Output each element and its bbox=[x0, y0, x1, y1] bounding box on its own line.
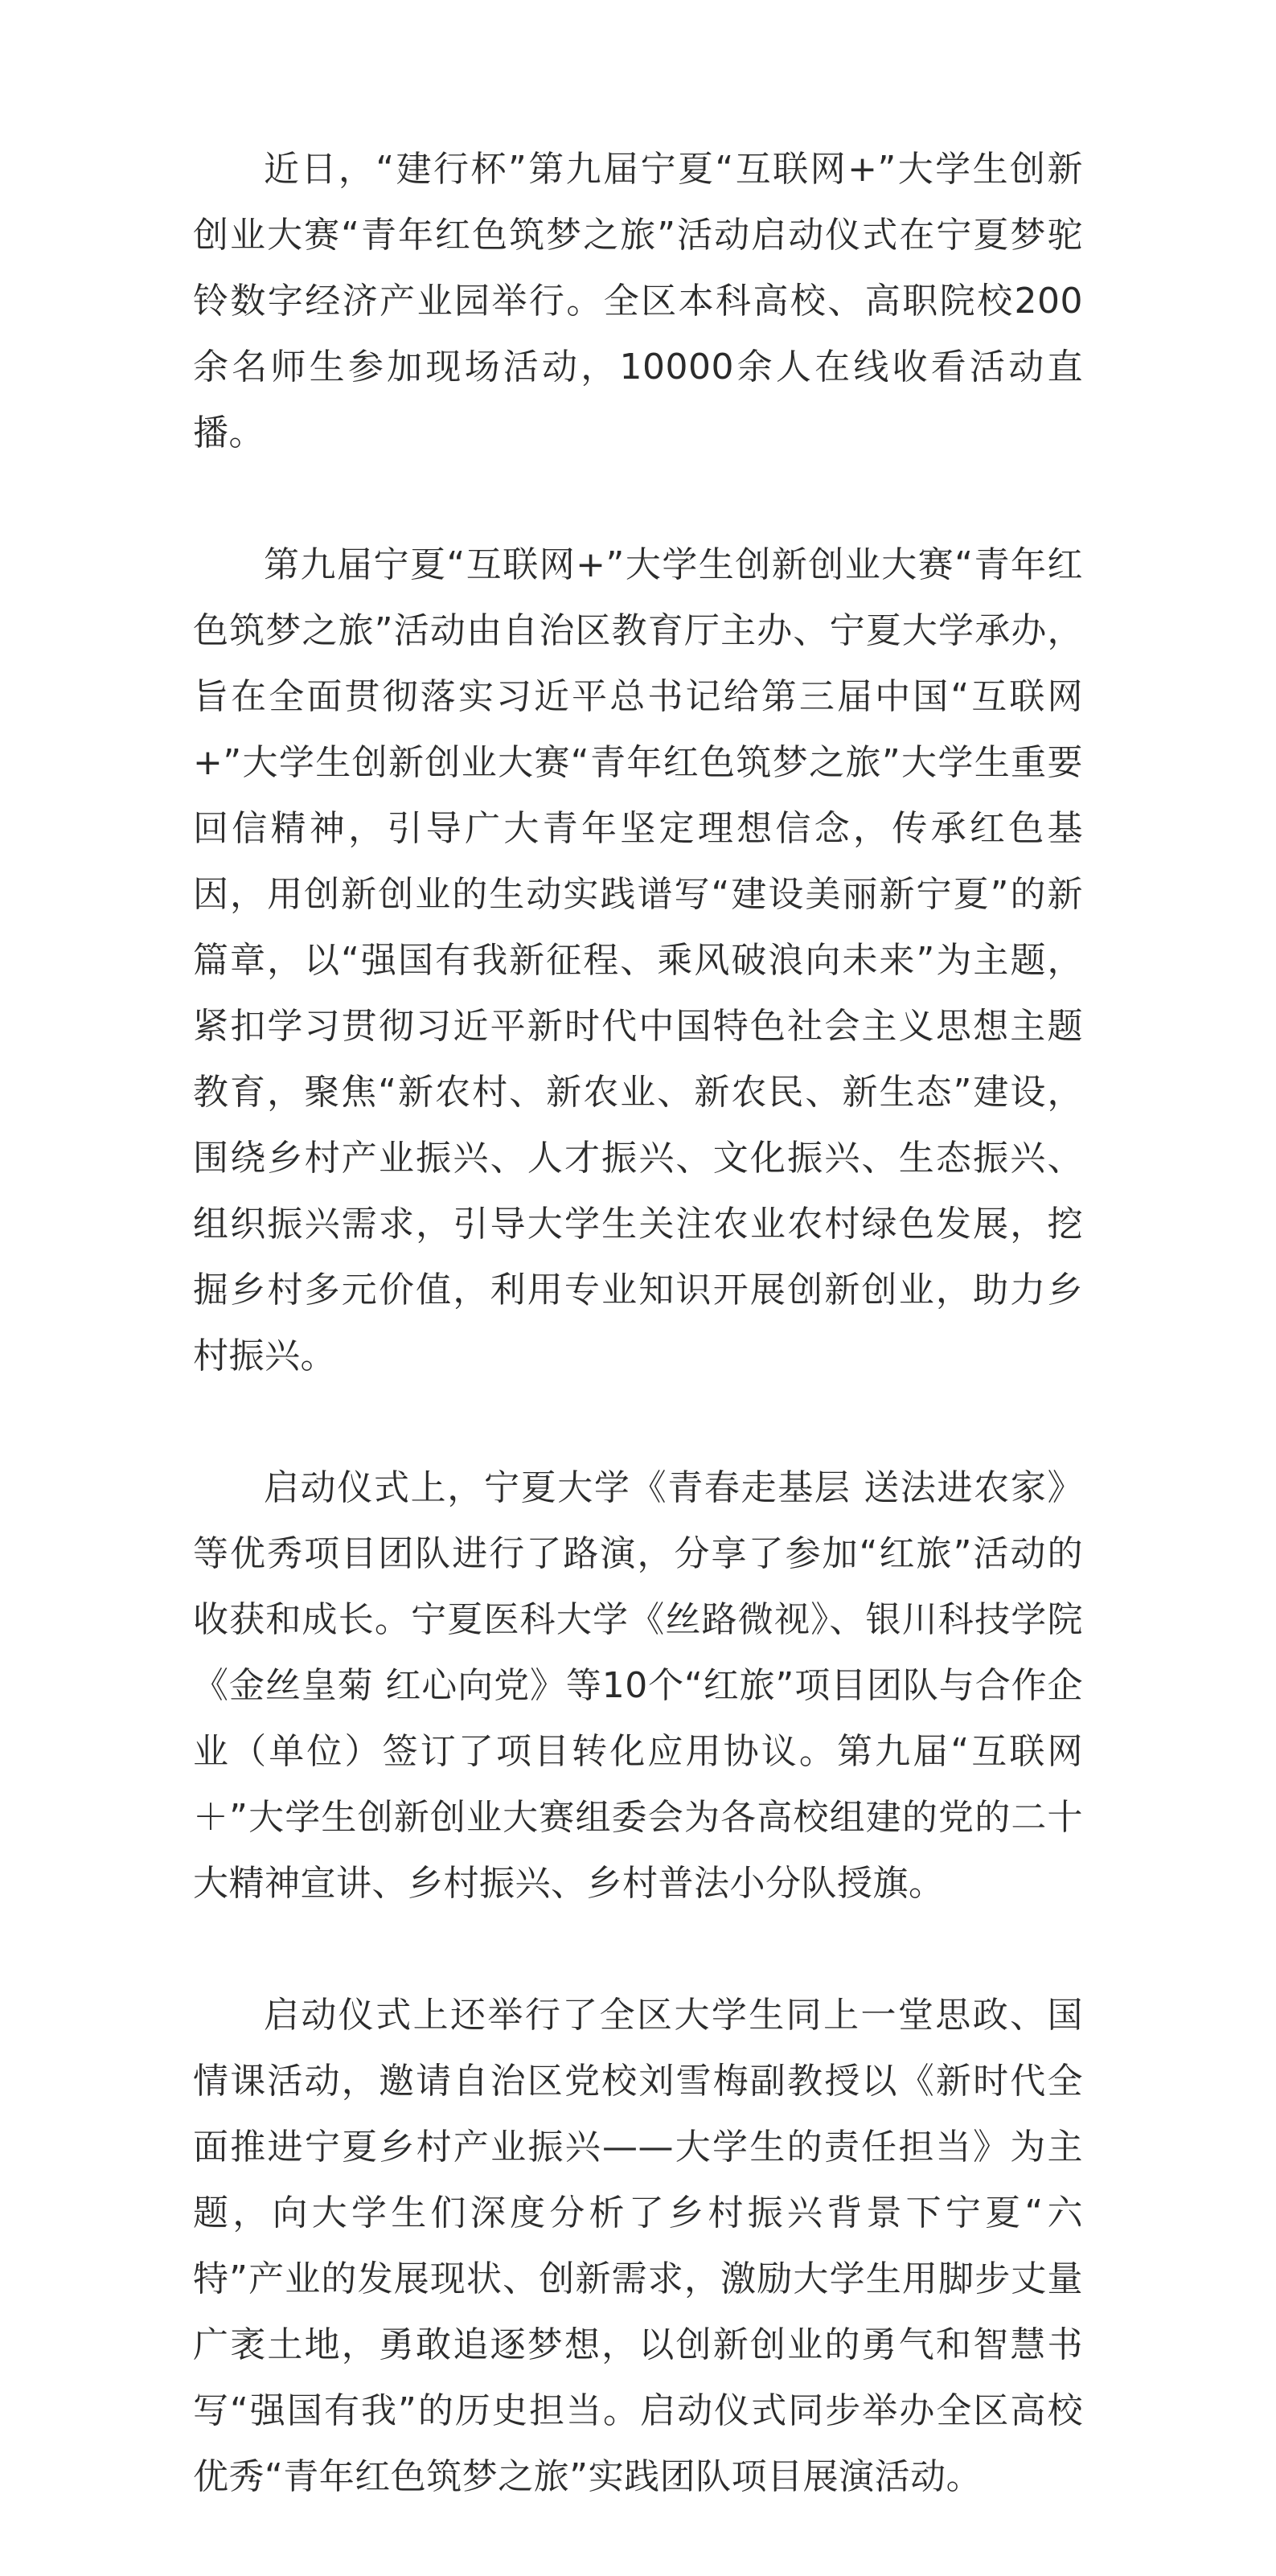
paragraph-event-intro: 近日，“建行杯”第九届宁夏“互联网+”大学生创新创业大赛“青年红色筑梦之旅”活动启动仪式在宁夏梦驼铃数字经济产业园举行。全区本科高校、高职院校200余名师生参加现场活动，10000余人在线收看活动直播。 bbox=[193, 149, 1083, 453]
paragraph-ideology-class: 启动仪式上还举行了全区大学生同上一堂思政、国情课活动，邀请自治区党校刘雪梅副教授以《新时代全面推进宁夏乡村产业振兴——大学生的责任担当》为主题，向大学生们深度分析了乡村振兴背景下宁夏“六特”产业的发展现状、创新需求，激励大学生用脚步丈量广袤土地，勇敢追逐梦想，以创新创业的勇气和智慧书写“强国有我”的历史担当。启动仪式同步举办全区高校优秀“青年红色筑梦之旅”实践团队项目展演活动。 bbox=[193, 1995, 1083, 2497]
article-body bbox=[193, 137, 1083, 2576]
paragraph-event-purpose: 第九届宁夏“互联网+”大学生创新创业大赛“青年红色筑梦之旅”活动由自治区教育厅主办、宁夏大学承办，旨在全面贯彻落实习近平总书记给第三届中国“互联网+”大学生创新创业大赛“青年红色筑梦之旅”大学生重要回信精神，引导广大青年坚定理想信念，传承红色基因，用创新创业的生动实践谱写“建设美丽新宁夏”的新篇章，以“强国有我新征程、乘风破浪向未来”为主题，紧扣学习贯彻习近平新时代中国特色社会主义思想主题教育，聚焦“新农村、新农业、新农民、新生态”建设，围绕乡村产业振兴、人才振兴、文化振兴、生态振兴、组织振兴需求，引导大学生关注农业农村绿色发展，挖掘乡村多元价值，利用专业知识开展创新创业，助力乡村振兴。 bbox=[193, 544, 1083, 1376]
paragraph-ceremony-roadshow: 启动仪式上，宁夏大学《青春走基层 送法进农家》等优秀项目团队进行了路演，分享了参加“红旅”活动的收获和成长。宁夏医科大学《丝路微视》、银川科技学院《金丝皇菊 红心向党》等10个“红旅”项目团队与合作企业（单位）签订了项目转化应用协议。第九届“互联网＋”大学生创新创业大赛组委会为各高校组建的党的二十大精神宣讲、乡村振兴、乡村普法小分队授旗。 bbox=[193, 1467, 1083, 1904]
